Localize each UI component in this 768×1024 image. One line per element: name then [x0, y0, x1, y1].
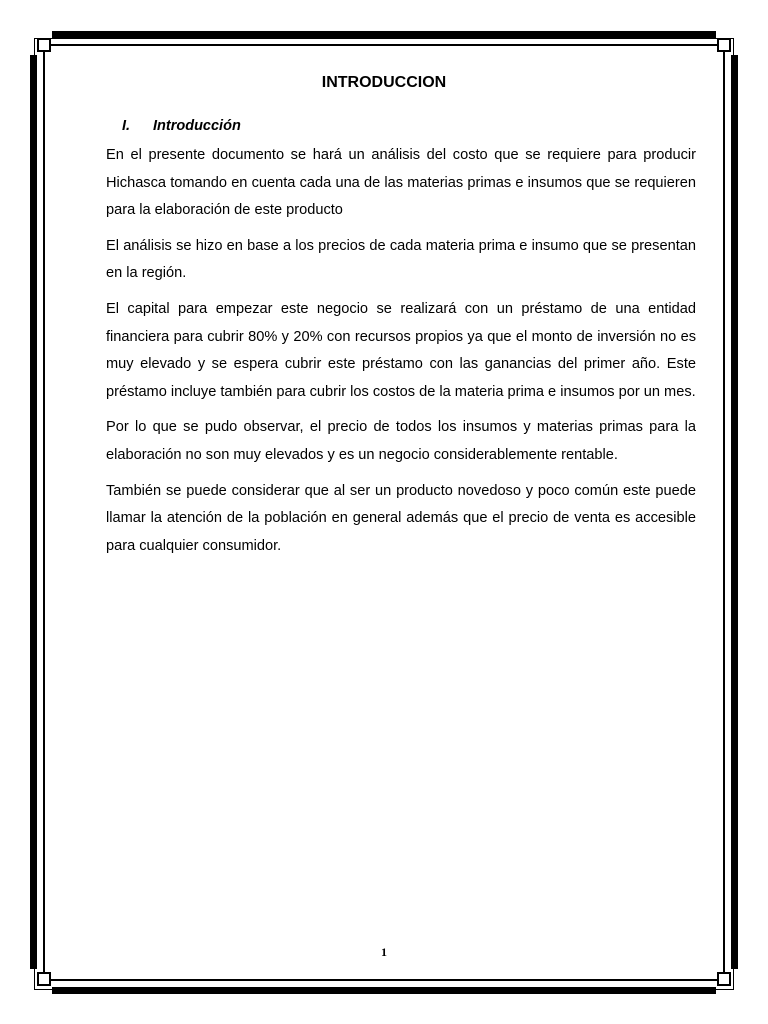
page-number: 1 — [381, 945, 387, 959]
section-number: I. — [122, 118, 131, 134]
section-heading — [122, 118, 241, 134]
paragraph-2: El análisis se hizo en base a los precios de cada materia prima e insumo que se presentan en la región. — [106, 237, 696, 282]
border-corner-top-left — [37, 38, 51, 52]
paragraph-4: Por lo que se pudo observar, el precio de todos los insumos y materias primas para la elaboración no son muy elevados y es un negocio considerablemente rentable. — [106, 419, 696, 463]
border-bar-right — [731, 55, 738, 969]
paragraph-3: El capital para empezar este negocio se realizará con un préstamo de una entidad financiera para cubrir 80% y 20% con recursos propios ya que el monto de inversión no es muy elevado y se espera cubrir este préstamo con las ganancias del primer año. Este préstamo incluye también para cubrir los costos de la materia prima e insumos por un mes. — [106, 300, 696, 400]
document-title: INTRODUCCION — [321, 74, 447, 91]
border-bar-left — [30, 55, 37, 969]
border-bar-top — [52, 31, 716, 38]
border-corner-bottom-right — [717, 972, 731, 986]
border-inner-right — [723, 44, 725, 981]
body-text — [106, 142, 696, 568]
border-corner-top-right — [717, 38, 731, 52]
border-inner-top — [44, 44, 724, 46]
paragraph-5: También se puede considerar que al ser un producto novedoso y poco común este puede llamar la atención de la población en general además que el precio de venta es accesible para cualquier consumidor. — [106, 482, 696, 554]
border-corner-bottom-left — [37, 972, 51, 986]
paragraph-1: En el presente documento se hará un análisis del costo que se requiere para producir Hichasca tomando en cuenta cada una de las materias primas e insumos que se requieren para la elaboración de este producto — [106, 147, 696, 219]
border-inner-left — [43, 44, 45, 981]
border-bar-bottom — [52, 987, 716, 994]
border-inner-bottom — [44, 979, 724, 981]
section-heading-text: Introducción — [153, 118, 241, 134]
